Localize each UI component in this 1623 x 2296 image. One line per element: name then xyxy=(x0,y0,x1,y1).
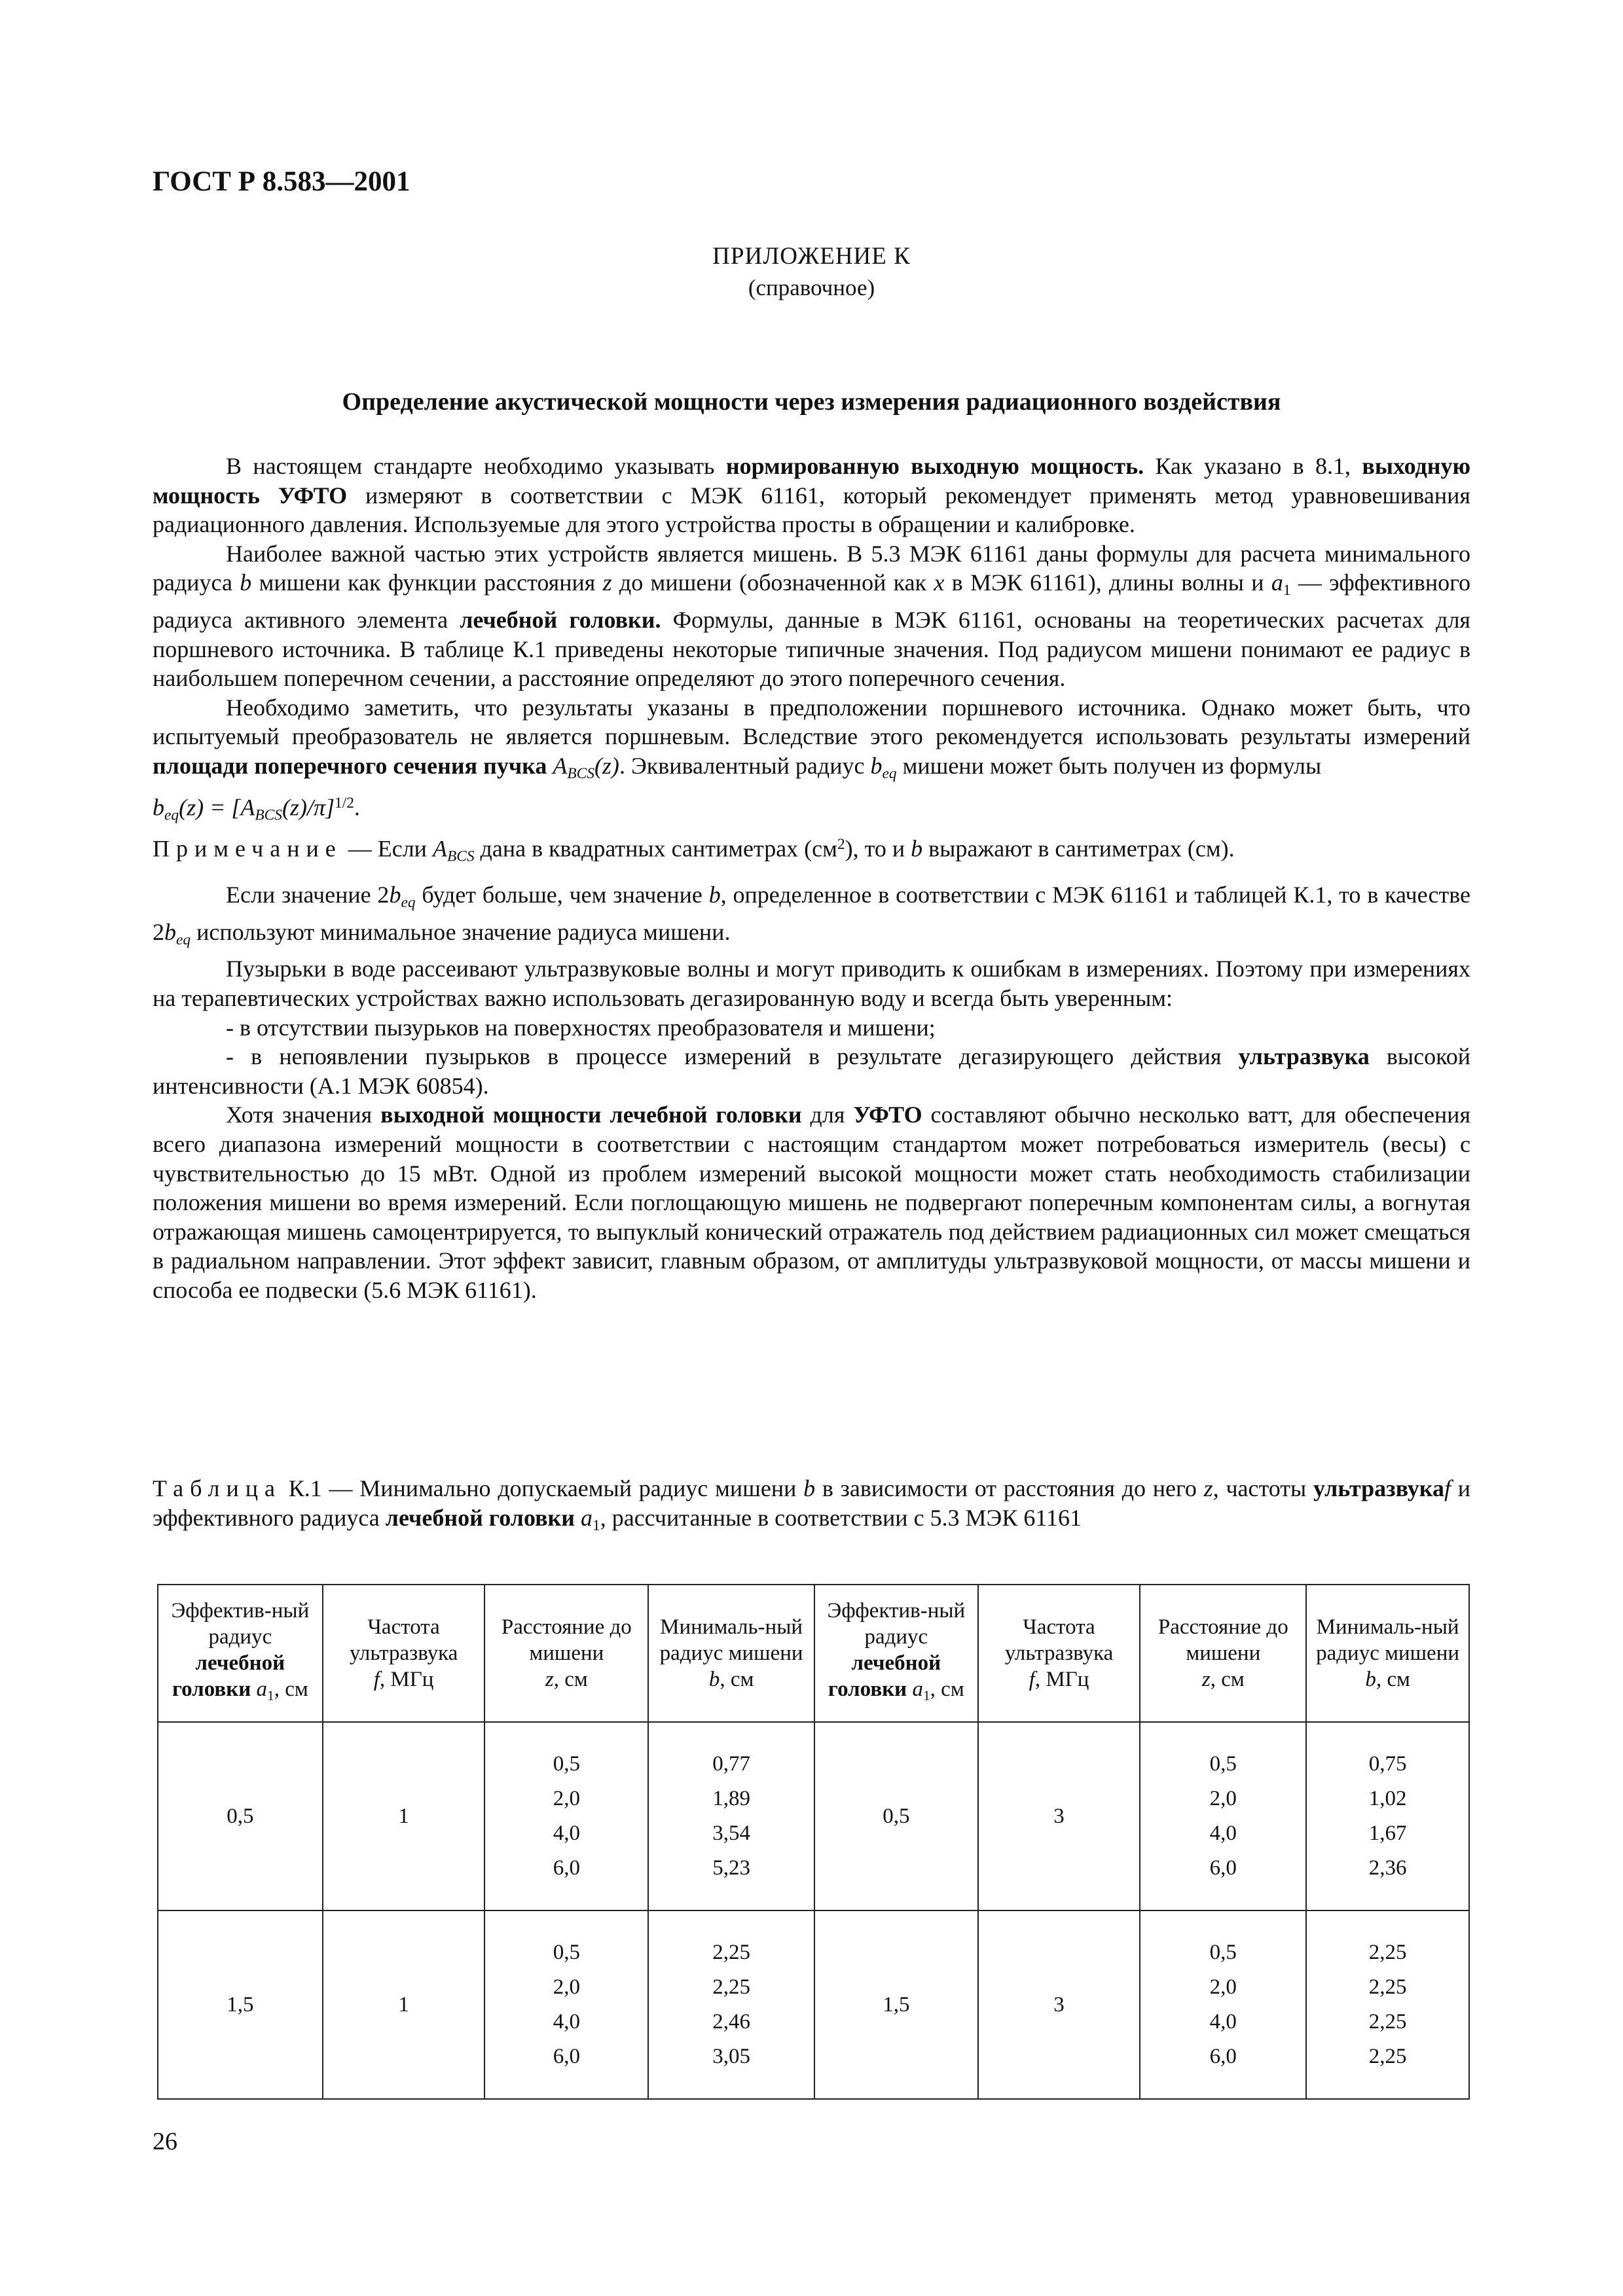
text-span: , определенное в соответствии с МЭК 61161 и таблицей К.1, то в качестве 2 xyxy=(153,882,1470,945)
text-span: в МЭК 61161), длины волны и xyxy=(944,569,1271,596)
header-distance xyxy=(484,1585,648,1722)
header-text: лечебной головки xyxy=(828,1651,941,1702)
cell-value: 1,02 xyxy=(1368,1787,1407,1810)
text-span: мишени как функции расстояния xyxy=(251,569,603,596)
header-text: Расстояние до мишени xyxy=(1158,1615,1288,1665)
subscript: 1 xyxy=(922,1687,930,1704)
cell-value: 1,89 xyxy=(712,1787,750,1810)
symbol-italic: a xyxy=(581,1504,593,1531)
cell-value: 6,0 xyxy=(1209,1856,1237,1880)
term-bold: выходной мощности лечебной головки xyxy=(380,1102,802,1128)
paragraph-2 xyxy=(153,539,1470,693)
cell-value: 1,67 xyxy=(1368,1821,1407,1845)
text-span: - в непоявлении пузырьков в процессе измерений в результате дегазирующего действия xyxy=(226,1043,1239,1070)
cell-a1: 0,5 xyxy=(814,1722,978,1910)
header-text: Частота ультразвука xyxy=(1004,1615,1114,1665)
text-span: выражают в сантиметрах (см). xyxy=(922,835,1235,862)
text-span: мишени может быть получен из формулы xyxy=(896,752,1322,779)
symbol-italic: f xyxy=(1029,1668,1035,1691)
text-span: Необходимо заметить, что результаты указаны в предположении поршневого источника. Однако может быть, что испытуемый преобразователь не является поршневым. Вследствие этого рекомендуется использовать результаты измерений xyxy=(153,694,1470,750)
header-text: , см xyxy=(274,1677,308,1702)
header-text: , МГц xyxy=(379,1668,434,1691)
symbol-italic: b xyxy=(389,882,401,908)
table-caption xyxy=(153,1474,1470,1540)
subscript: eq xyxy=(176,931,191,948)
table-row xyxy=(158,1910,1469,2099)
symbol-italic: (z) xyxy=(594,752,619,779)
text-span: Если значение 2 xyxy=(226,882,390,908)
cell-value: 0,5 xyxy=(1209,1941,1237,1964)
cell-value: 2,25 xyxy=(712,1975,750,1999)
list-item: - в отсутствии пызурьков на поверхностях преобразователя и мишени; xyxy=(226,1014,936,1041)
subscript: eq xyxy=(882,764,897,782)
text-span: будет больше, чем значение xyxy=(415,882,709,908)
header-text: , см xyxy=(720,1668,754,1691)
note-label: Примечание xyxy=(153,835,342,862)
cell-value: 3,54 xyxy=(712,1821,750,1845)
cell-distances xyxy=(484,1722,648,1910)
cell-value: 2,25 xyxy=(712,1941,750,1964)
header-text: , МГц xyxy=(1034,1668,1089,1691)
text-span: Формулы, данные в МЭК 61161, основаны на теоретических расчетах для поршневого источника. В таблице К.1 приведены некоторые типичные значения. Под радиусом мишени понимают ее радиус в наибольшем поперечном сечении, а расстояние определяют до этого поперечного сечения. xyxy=(153,606,1470,692)
header-min-radius xyxy=(1306,1585,1469,1722)
term-bold: УФТО xyxy=(853,1102,922,1128)
cell-value: 6,0 xyxy=(553,2045,580,2068)
symbol-italic: b xyxy=(1365,1668,1376,1691)
symbol-italic: z xyxy=(1201,1668,1211,1691)
header-text: , см xyxy=(1376,1668,1410,1691)
text-span: Как указано в 8.1, xyxy=(1144,453,1362,479)
text-span: для xyxy=(801,1102,854,1128)
text-span: — эффективного радиуса активного элемента xyxy=(153,569,1470,633)
formula-part: (z)/π] xyxy=(282,794,335,821)
text-span: — Если xyxy=(342,835,433,862)
cell-a1: 1,5 xyxy=(814,1910,978,2099)
symbol-italic: z xyxy=(545,1668,554,1691)
cell-value: 6,0 xyxy=(553,1856,580,1880)
subscript: eq xyxy=(164,806,179,824)
subscript: BCS xyxy=(447,848,475,865)
text-span: Наиболее важной частью этих устройств является мишень. В 5.3 МЭК 61161 даны формулы для расчета минимального радиуса xyxy=(153,540,1470,596)
cell-freq: 3 xyxy=(978,1910,1140,2099)
section-title: Определение акустической мощности через измерения радиационного воздействия xyxy=(342,388,1281,416)
superscript: 2 xyxy=(837,835,845,853)
cell-freq: 1 xyxy=(323,1722,485,1910)
body-text xyxy=(153,452,1470,1305)
header-distance xyxy=(1140,1585,1306,1722)
cell-value: 0,5 xyxy=(1209,1752,1237,1776)
cell-value: 0,75 xyxy=(1368,1752,1407,1776)
text-span: измеряют в соответствии с МЭК 61161, который рекомендует применять метод уравновешивания радиационного давления. Используемые для этого устройства просты в обращении и калибровке. xyxy=(153,482,1470,538)
symbol-italic: b xyxy=(911,835,923,862)
cell-distances xyxy=(1140,1910,1306,2099)
formula-part: . xyxy=(354,794,360,821)
text-span: в зависимости от расстояния до него xyxy=(815,1475,1204,1501)
header-text: Расстояние до мишени xyxy=(501,1615,632,1665)
term-bold: площади поперечного сечения пучка xyxy=(153,752,547,779)
cell-a1: 1,5 xyxy=(158,1910,323,2099)
term-bold: лечебной головки xyxy=(385,1504,575,1531)
header-radius xyxy=(158,1585,323,1722)
cell-value: 2,25 xyxy=(1368,1975,1407,1999)
table-row xyxy=(158,1722,1469,1910)
text-span: . Эквивалентный радиус xyxy=(619,752,871,779)
cell-value: 4,0 xyxy=(553,1821,580,1845)
subscript: 1 xyxy=(267,1687,274,1704)
header-text: лечебной головки xyxy=(172,1651,285,1702)
symbol-italic: z xyxy=(1203,1475,1213,1501)
cell-freq: 3 xyxy=(978,1722,1140,1910)
cell-value: 2,0 xyxy=(1209,1787,1237,1810)
text-span: Хотя значения xyxy=(226,1102,381,1128)
symbol-italic: a xyxy=(256,1677,267,1702)
header-text: , см xyxy=(553,1668,588,1691)
header-text: , см xyxy=(1210,1668,1245,1691)
symbol-italic: A xyxy=(432,835,447,862)
page-number: 26 xyxy=(153,2128,177,2155)
note xyxy=(153,830,1470,871)
header-frequency xyxy=(323,1585,485,1722)
subscript: eq xyxy=(401,894,416,912)
cell-value: 2,46 xyxy=(712,2010,750,2034)
symbol-italic: f xyxy=(373,1668,380,1691)
cell-value: 2,25 xyxy=(1368,1941,1407,1964)
symbol-italic: a xyxy=(1271,569,1283,596)
symbol-italic: b xyxy=(240,569,252,596)
cell-value: 4,0 xyxy=(553,2010,580,2034)
symbol-italic: b xyxy=(708,882,721,908)
cell-value: 5,23 xyxy=(712,1856,750,1880)
cell-value: 2,0 xyxy=(553,1787,580,1810)
appendix-title: ПРИЛОЖЕНИЕ К xyxy=(712,243,911,270)
header-text: Эффектив-ный радиус xyxy=(171,1599,310,1649)
header-radius xyxy=(814,1585,978,1722)
cell-distances xyxy=(1140,1722,1306,1910)
header-text: Минималь-ный радиус мишени xyxy=(1316,1615,1460,1665)
data-table xyxy=(157,1584,1470,2100)
paragraph-8 xyxy=(153,1100,1470,1304)
term-bold: выходную мощность УФТО xyxy=(153,453,1470,509)
text-span: , рассчитанные в соответствии с 5.3 МЭК 61161 xyxy=(600,1504,1082,1531)
cell-value: 2,25 xyxy=(1368,2045,1407,2068)
table-header-row xyxy=(158,1585,1469,1722)
formula-part: b xyxy=(153,794,164,821)
text-span: используют минимальное значение радиуса мишени. xyxy=(191,918,731,945)
cell-min-radii xyxy=(648,1910,814,2099)
text-span: , частоты xyxy=(1213,1475,1313,1501)
symbol-italic: b xyxy=(708,1668,720,1691)
term-bold: ультразвука xyxy=(1238,1043,1370,1070)
symbol-italic: a xyxy=(912,1677,923,1702)
header-text: Эффектив-ный радиус xyxy=(827,1599,966,1649)
symbol-italic: b xyxy=(870,752,883,779)
cell-value: 0,77 xyxy=(712,1752,750,1776)
text-span: и эффективного радиуса xyxy=(153,1475,1471,1531)
cell-min-radii xyxy=(1306,1722,1469,1910)
formula-part: (z) = [A xyxy=(179,794,255,821)
list-item xyxy=(153,1042,1470,1100)
cell-value: 2,0 xyxy=(1209,1975,1237,1999)
text-span: высокой интенсивности (А.1 МЭК 60854). xyxy=(153,1043,1470,1099)
paragraph-4 xyxy=(153,880,1470,954)
cell-value: 2,25 xyxy=(1368,2010,1407,2034)
cell-value: 4,0 xyxy=(1209,1821,1237,1845)
header-min-radius xyxy=(648,1585,814,1722)
cell-value: 0,5 xyxy=(553,1752,580,1776)
symbol-italic: x xyxy=(934,569,945,596)
formula xyxy=(153,789,1470,830)
symbol-italic: b xyxy=(164,918,176,945)
cell-value: 0,5 xyxy=(553,1941,580,1964)
subscript: 1 xyxy=(593,1516,600,1534)
cell-value: 6,0 xyxy=(1209,2045,1237,2068)
symbol-italic: z xyxy=(602,569,612,596)
header-text: , см xyxy=(930,1677,964,1702)
text-span: дана в квадратных сантиметрах (см xyxy=(474,835,837,862)
symbol-italic: A xyxy=(553,752,568,779)
header-text: Минималь-ный радиус мишени xyxy=(659,1615,803,1665)
term-bold: нормированную выходную мощность. xyxy=(725,453,1144,479)
text-span: В настоящем стандарте необходимо указывать xyxy=(226,453,726,479)
caption-label: Таблица xyxy=(153,1475,282,1501)
cell-value: 2,0 xyxy=(553,1975,580,1999)
term-bold: ультразвука xyxy=(1313,1475,1444,1501)
symbol-italic: f xyxy=(1444,1475,1451,1501)
cell-value: 3,05 xyxy=(712,2045,750,2068)
cell-min-radii xyxy=(1306,1910,1469,2099)
cell-min-radii xyxy=(648,1722,814,1910)
cell-freq: 1 xyxy=(323,1910,485,2099)
symbol-italic: b xyxy=(803,1475,816,1501)
cell-a1: 0,5 xyxy=(158,1722,323,1910)
term-bold: лечебной головки. xyxy=(460,606,661,633)
subscript: BCS xyxy=(567,764,594,782)
subscript: BCS xyxy=(255,806,282,824)
paragraph-3 xyxy=(153,693,1470,789)
text-span: ), то и xyxy=(845,835,911,862)
paragraph-1 xyxy=(153,452,1470,539)
text-span: составляют обычно несколько ватт, для обеспечения всего диапазона измерений мощности в соответствии с настоящим стандартом может потребоваться измеритель (весы) с чувствительностью до 15 мВт. Одной из проблем измерений высокой мощности может стать необходимость стабилизации положения мишени во время измерений. Если поглощающую мишень не подвергают поперечным компонентам силы, а вогнутая отражающая мишень самоцентрируется, то выпуклый конический отражатель под действием радиационных сил может смещаться в радиальном направлении. Этот эффект зависит, главным образом, от амплитуды ультразвуковой мощности, от массы мишени и способа ее подвески (5.6 МЭК 61161). xyxy=(153,1102,1471,1303)
text-span: К.1 — Минимально допускаемый радиус мишени xyxy=(281,1475,804,1501)
header-frequency xyxy=(978,1585,1140,1722)
cell-distances xyxy=(484,1910,648,2099)
subscript: 1 xyxy=(1283,582,1291,600)
superscript: 1/2 xyxy=(335,794,354,812)
cell-value: 2,36 xyxy=(1368,1856,1407,1880)
document-header: ГОСТ Р 8.583—2001 xyxy=(153,166,410,197)
text-span: до мишени (обозначенной как xyxy=(611,569,934,596)
appendix-subtitle: (справочное) xyxy=(748,275,875,300)
cell-value: 4,0 xyxy=(1209,2010,1237,2034)
paragraph-5: Пузырьки в воде рассеивают ультразвуковые волны и могут приводить к ошибкам в измерениях. Поэтому при измерениях на терапевтических устройствах важно использовать дегазированную воду и всегда быть уверенным: xyxy=(153,956,1470,1011)
header-text: Частота ультразвука xyxy=(349,1615,458,1665)
